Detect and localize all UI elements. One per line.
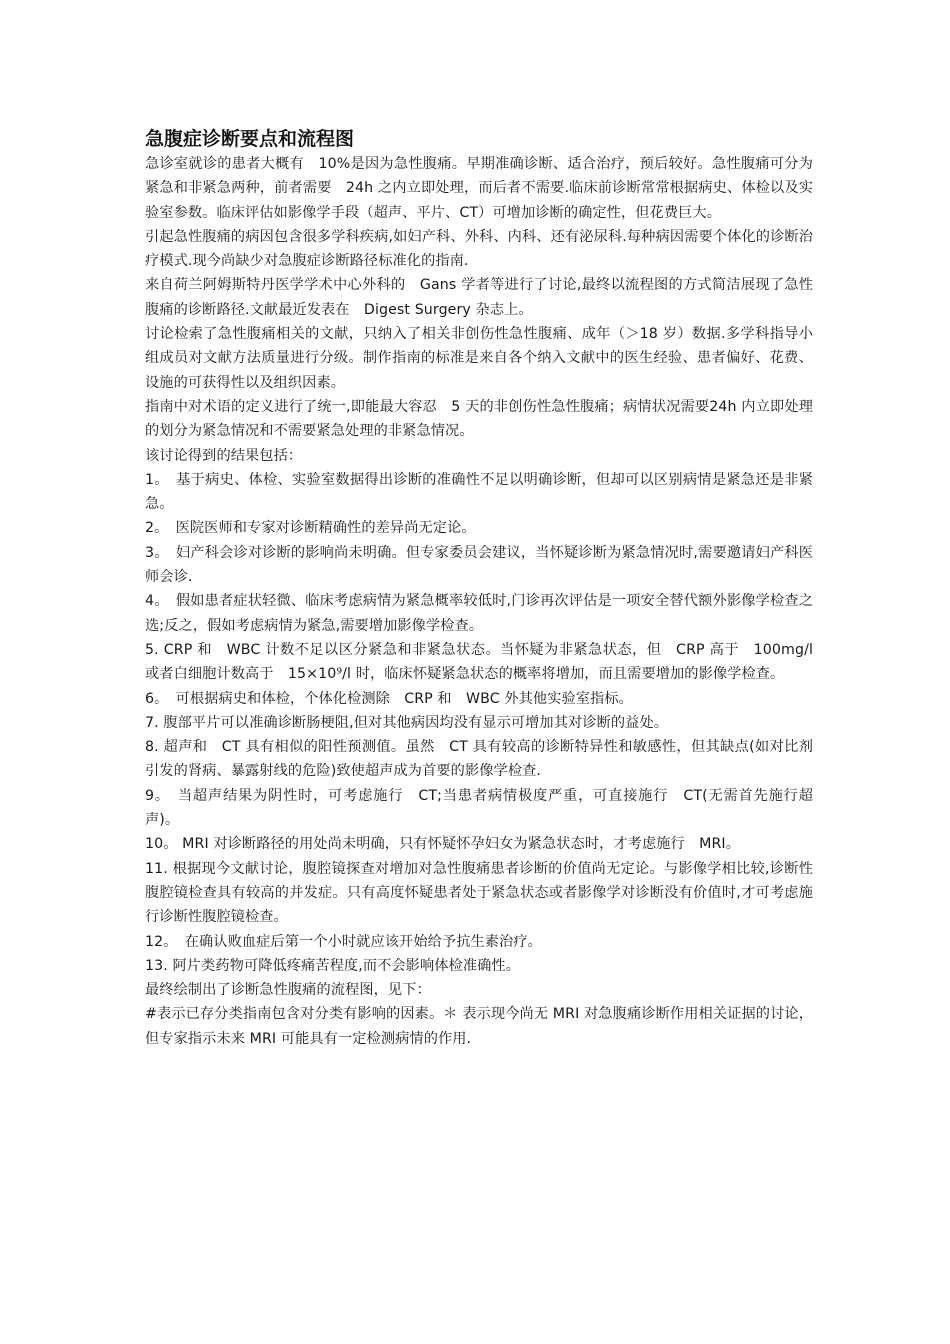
paragraph-intro: 急诊室就诊的患者大概有 10%是因为急性腹痛。早期准确诊断、适合治疗，预后较好。急性腹痛可分为紧急和非紧急两种，前者需要 24h 之内立即处理，而后者不需要.临床前诊断常常根据病史、体检以及实验室参数。临床评估如影像学手段（超声、平片、CT）可增加诊断的确定性，但花费巨大。	[145, 156, 813, 221]
paragraph-source: 来自荷兰阿姆斯特丹医学学术中心外科的 Gans 学者等进行了讨论,最终以流程图的方式简洁展现了急性腹痛的诊断路径.文献最近发表在 Digest Surgery 杂志上。	[145, 277, 813, 318]
list-item-13: 13. 阿片类药物可降低疼痛苦程度,而不会影响体检准确性。	[145, 957, 520, 974]
list-item-8: 8. 超声和 CT 具有相似的阳性预测值。虽然 CT 具有较高的诊断特异性和敏感性，但其缺点(如对比剂引发的肾病、暴露射线的危险)致使超声成为首要的影像学检查.	[145, 739, 813, 780]
paragraph-footnote: #表示已存分类指南包含对分类有影响的因素。＊ 表示现今尚无 MRI 对急腹痛诊断作用相关证据的讨论，但专家指示未来 MRI 可能具有一定检测病情的作用.	[145, 1006, 813, 1047]
list-item-4: 4。 假如患者症状轻微、临床考虑病情为紧急概率较低时,门诊再次评估是一项安全替代额外影像学检查之选;反之，假如考虑病情为紧急,需要增加影像学检查。	[145, 593, 813, 634]
list-item-1: 1。 基于病史、体检、实验室数据得出诊断的准确性不足以明确诊断，但却可以区别病情是紧急还是非紧急。	[145, 471, 813, 513]
list-item-12: 12。 在确认败血症后第一个小时就应该开始给予抗生素治疗。	[145, 933, 542, 950]
paragraph-causes: 引起急性腹痛的病因包含很多学科疾病,如妇产科、外科、内科、还有泌尿科.每种病因需要个体化的诊断治疗模式.现今尚缺少对急腹症诊断路径标准化的指南.	[145, 228, 813, 270]
list-item-6: 6。 可根据病史和体检，个体化检测除 CRP 和 WBC 外其他实验室指标。	[145, 690, 633, 707]
list-item-3: 3。 妇产科会诊对诊断的影响尚未明确。但专家委员会建议，当怀疑诊断为紧急情况时,需要邀请妇产科医师会诊.	[145, 544, 813, 586]
paragraph-definitions: 指南中对术语的定义进行了统一,即能最大容忍 5 天的非创伤性急性腹痛；病情状况需要24h 内立即处理的划分为紧急情况和不需要紧急处理的非紧急情况。	[145, 398, 813, 440]
list-item-9: 9。 当超声结果为阴性时，可考虑施行 CT;当患者病情极度严重，可直接施行 CT(无需首先施行超声)。	[145, 787, 813, 829]
paragraph-method: 讨论检索了急性腹痛相关的文献，只纳入了相关非创伤性急性腹痛、成年（＞18 岁）数据.多学科指导小组成员对文献方法质量进行分级。制作指南的标准是来自各个纳入文献中的医生经验、患者偏好、花费、设施的可获得性以及组织因素。	[145, 326, 813, 391]
list-item-7: 7. 腹部平片可以准确诊断肠梗阻,但对其他病因均没有显示可增加其对诊断的益处。	[145, 714, 669, 731]
document-title: 急腹症诊断要点和流程图	[145, 128, 355, 150]
paragraph-results-intro: 该讨论得到的结果包括：	[145, 447, 303, 464]
list-item-10: 10。 MRI 对诊断路径的用处尚未明确，只有怀疑怀孕妇女为紧急状态时，才考虑施行 MRI。	[145, 836, 740, 853]
paragraph-flowchart-intro: 最终绘制出了诊断急性腹痛的流程图，见下：	[145, 982, 431, 999]
list-item-2: 2。 医院医师和专家对诊断精确性的差异尚无定论。	[145, 520, 476, 537]
document-page	[145, 126, 818, 1051]
list-item-11: 11. 根据现今文献讨论，腹腔镜探查对增加对急性腹痛患者诊断的价值尚无定论。与影像学相比较,诊断性腹腔镜检查具有较高的并发症。只有高度怀疑患者处于紧急状态或者影像学对诊断没有价值时,才可考虑施行诊断性腹腔镜检查。	[145, 860, 813, 926]
list-item-5: 5. CRP 和 WBC 计数不足以区分紧急和非紧急状态。当怀疑为非紧急状态，但 CRP 高于 100mg/l 或者白细胞计数高于 15×10⁹/l 时，临床怀疑紧急状态的概率将增加，而且需要增加的影像学检查。	[145, 641, 818, 683]
